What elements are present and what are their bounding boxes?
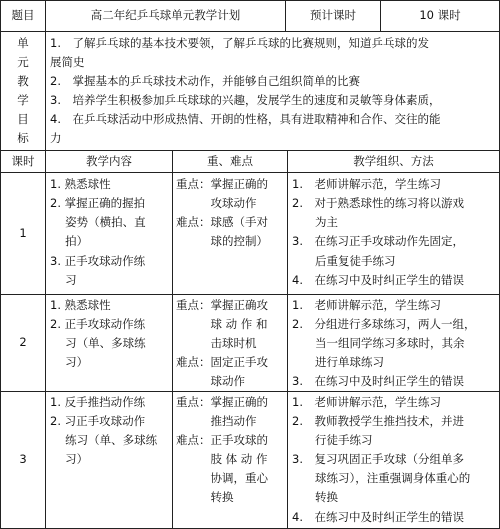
- method-line: 当一组同学练习多球时，其余: [292, 336, 465, 350]
- method-line: 2. 分组进行多球练习，两人一组，: [292, 317, 476, 331]
- objectives-label-char: 单: [17, 36, 29, 50]
- col-header-lesson: 课时: [11, 154, 35, 168]
- rule: [45, 0, 46, 529]
- focus-line: 难点：球感（手对: [176, 215, 268, 229]
- focus-line: 球动作: [176, 374, 245, 388]
- rule: [0, 391, 500, 392]
- rule: [0, 294, 500, 295]
- method-line: 1. 老师讲解示范，学生练习: [292, 395, 441, 409]
- content-line: 姿势（横拍、直: [50, 215, 146, 229]
- focus-line: 转换: [176, 490, 234, 504]
- focus-line: 肢 体 动 作: [176, 452, 268, 466]
- focus-line: 球的控制）: [176, 234, 268, 248]
- lesson-number: 3: [19, 452, 27, 466]
- objective-line: 4. 在乒乓球活动中形成热情、开朗的性格，具有进取精神和合作、交往的能: [50, 112, 441, 126]
- focus-line: 球 动 作 和: [176, 317, 268, 331]
- rule: [287, 150, 288, 529]
- method-line: 行徒手练习: [292, 433, 373, 447]
- content-line: 2. 正手攻球动作练: [50, 317, 146, 331]
- objective-line: 2. 掌握基本的乒乓球技术动作，并能够自己组织简单的比赛: [50, 74, 360, 88]
- content-line: 3. 正手攻球动作练: [50, 254, 146, 268]
- focus-line: 难点：正手攻球的: [176, 433, 268, 447]
- method-line: 3. 在练习中及时纠正学生的错误: [292, 374, 464, 388]
- method-line: 4. 在练习中及时纠正学生的错误: [292, 510, 464, 524]
- focus-line: 击球时机: [176, 336, 257, 350]
- focus-line: 重点：掌握正确的: [176, 177, 268, 191]
- title-label: 题目: [11, 8, 35, 22]
- rule: [172, 150, 173, 529]
- col-header-content: 教学内容: [86, 154, 132, 168]
- objectives-label-char: 元: [17, 55, 29, 69]
- col-header-focus: 重、难点: [207, 154, 253, 168]
- content-line: 习）: [50, 452, 89, 466]
- focus-line: 重点：掌握正确的: [176, 395, 268, 409]
- content-line: 习: [50, 273, 77, 287]
- content-line: 1. 反手推挡动作练: [50, 395, 146, 409]
- content-line: 习）: [50, 355, 89, 369]
- objective-line: 3. 培养学生积极参加乒乓球球的兴趣，发展学生的速度和灵敏等身体素质，: [50, 93, 441, 107]
- hours-label: 预计课时: [310, 8, 356, 22]
- rule: [0, 31, 500, 32]
- method-line: 4. 在练习中及时纠正学生的错误: [292, 273, 464, 287]
- content-line: 2. 习正手攻球动作: [50, 414, 146, 428]
- focus-line: 难点：固定正手攻: [176, 355, 268, 369]
- focus-line: 重点：掌握正确攻: [176, 298, 268, 312]
- content-line: 拍）: [50, 234, 89, 248]
- content-line: 2. 掌握正确的握拍: [50, 196, 146, 210]
- rule: [0, 150, 500, 151]
- content-line: 1. 熟悉球性: [50, 298, 111, 312]
- content-line: 习（单、多球练: [50, 336, 146, 350]
- focus-line: 攻球动作: [176, 196, 257, 210]
- objectives-label-char: 标: [17, 131, 29, 145]
- method-line: 为主: [292, 215, 338, 229]
- method-line: 3. 复习巩固正手攻球（分组单多: [292, 452, 464, 466]
- focus-line: 协调，重心: [176, 471, 268, 485]
- method-line: 球练习），注重强调身体重心的: [292, 471, 471, 485]
- objectives-label-char: 目: [17, 112, 29, 126]
- method-line: 1. 老师讲解示范，学生练习: [292, 177, 441, 191]
- method-line: 2. 对于熟悉球性的练习将以游戏: [292, 196, 464, 210]
- hours-value: 10 课时: [419, 8, 461, 22]
- lesson-number: 2: [19, 335, 27, 349]
- plan-title: 高二年纪乒乓球单元教学计划: [90, 8, 241, 22]
- method-line: 进行单球练习: [292, 355, 384, 369]
- focus-line: 推挡动作: [176, 414, 257, 428]
- content-line: 1. 熟悉球性: [50, 177, 111, 191]
- objectives-label-char: 学: [17, 93, 29, 107]
- content-line: 练习（单、多球练: [50, 433, 158, 447]
- rule: [0, 172, 500, 173]
- method-line: 1. 老师讲解示范，学生练习: [292, 298, 441, 312]
- lesson-number: 1: [19, 226, 27, 240]
- col-header-method: 教学组织、方法: [353, 154, 434, 168]
- method-line: 转换: [292, 490, 338, 504]
- method-line: 2. 教师教授学生推挡技术，并进: [292, 414, 464, 428]
- rule: [0, 0, 500, 1]
- objective-line: 展简史: [50, 55, 85, 69]
- objectives-label-char: 教: [17, 74, 29, 88]
- method-line: 3. 在练习正手攻球动作先固定，: [292, 234, 464, 248]
- method-line: 后重复徒手练习: [292, 254, 396, 268]
- objective-line: 力: [50, 131, 62, 145]
- objective-line: 1. 了解乒乓球的基本技术要领，了解乒乓球的比赛规则，知道乒乓球的发: [50, 36, 429, 50]
